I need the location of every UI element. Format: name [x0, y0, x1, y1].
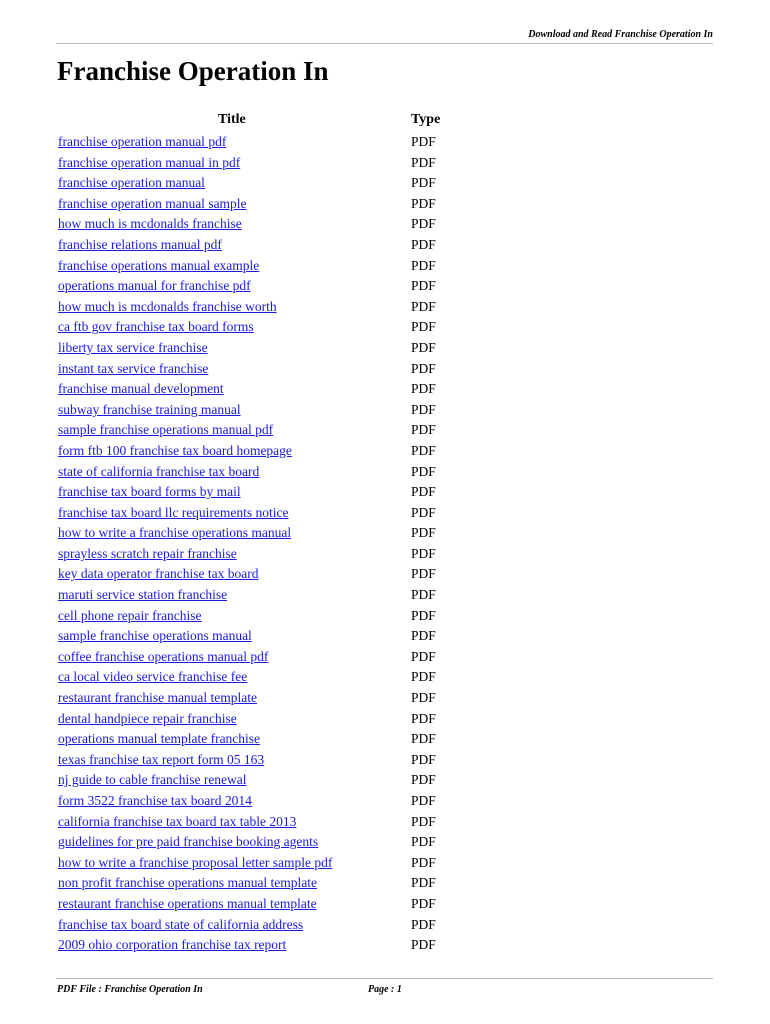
document-title-link[interactable]: franchise operation manual pdf: [58, 134, 227, 149]
document-title-link[interactable]: operations manual template franchise: [58, 731, 261, 747]
table-row: [58, 710, 478, 731]
document-title-link[interactable]: nj guide to cable franchise renewal: [58, 772, 247, 788]
document-title-link[interactable]: franchise operations manual example: [58, 257, 260, 273]
table-row: [58, 607, 478, 628]
document-title-link[interactable]: how to write a franchise proposal letter sample pdf: [58, 854, 333, 870]
table-row: [58, 936, 478, 957]
table-row: [58, 668, 478, 689]
document-type-label: PDF: [411, 360, 436, 376]
document-type-label: PDF: [411, 813, 436, 829]
table-row: [58, 874, 478, 895]
page-title: Franchise Operation In: [57, 56, 329, 86]
document-type-label: PDF: [411, 545, 436, 561]
document-type-label: PDF: [411, 875, 436, 891]
document-title-link[interactable]: how much is mcdonalds franchise worth: [58, 298, 277, 314]
table-row: [58, 813, 478, 834]
table-row: [58, 339, 478, 360]
table-row: [58, 318, 478, 339]
document-type-label: PDF: [411, 175, 436, 191]
document-type-label: PDF: [411, 463, 436, 479]
table-row: [58, 916, 478, 937]
running-header: Download and Read Franchise Operation In: [528, 29, 713, 40]
document-type-label: PDF: [411, 278, 436, 294]
document-type-label: PDF: [411, 587, 436, 603]
document-title-link[interactable]: instant tax service franchise: [58, 360, 209, 376]
column-header-title: Title: [218, 112, 246, 127]
document-title-link[interactable]: franchise operation manual: [58, 175, 205, 191]
document-type-label: PDF: [411, 834, 436, 850]
document-title-link[interactable]: state of california franchise tax board: [58, 463, 260, 479]
table-row: [58, 236, 478, 257]
table-row: [58, 463, 478, 484]
table-row: [58, 483, 478, 504]
table-row: [58, 751, 478, 772]
document-title-link[interactable]: franchise operation manual in pdf: [58, 154, 241, 170]
table-row: [58, 545, 478, 566]
table-row: [58, 895, 478, 916]
table-row: [58, 401, 478, 422]
document-title-link[interactable]: ca local video service franchise fee: [58, 669, 248, 685]
table-row: [58, 215, 478, 236]
table-row: [58, 380, 478, 401]
footer-page-number: Page : 1: [368, 984, 402, 995]
table-row: [58, 442, 478, 463]
table-row: [58, 648, 478, 669]
document-title-link[interactable]: form 3522 franchise tax board 2014: [58, 793, 252, 808]
document-title-link[interactable]: california franchise tax board tax table 2013: [58, 813, 297, 829]
document-title-link[interactable]: ca ftb gov franchise tax board forms: [58, 319, 254, 335]
document-title-link[interactable]: restaurant franchise manual template: [58, 690, 258, 706]
document-type-label: PDF: [411, 339, 436, 355]
document-type-label: PDF: [411, 895, 436, 911]
document-type-label: PDF: [411, 607, 436, 623]
document-title-link[interactable]: liberty tax service franchise: [58, 339, 208, 355]
document-type-label: PDF: [411, 793, 436, 808]
document-type-label: PDF: [411, 504, 436, 520]
document-type-label: PDF: [411, 381, 436, 397]
document-type-label: PDF: [411, 710, 436, 726]
document-type-label: PDF: [411, 772, 436, 788]
document-type-label: PDF: [411, 134, 436, 149]
header-divider: [56, 43, 713, 44]
document-title-link[interactable]: sample franchise operations manual: [58, 628, 252, 644]
document-type-label: PDF: [411, 854, 436, 870]
document-title-link[interactable]: cell phone repair franchise: [58, 607, 202, 623]
table-row: [58, 174, 478, 195]
table-row: [58, 771, 478, 792]
document-title-link[interactable]: franchise manual development: [58, 381, 224, 397]
document-title-link[interactable]: franchise relations manual pdf: [58, 236, 222, 252]
document-type-label: PDF: [411, 751, 436, 767]
document-title-link[interactable]: coffee franchise operations manual pdf: [58, 648, 269, 664]
document-title-link[interactable]: dental handpiece repair franchise: [58, 710, 237, 726]
document-type-label: PDF: [411, 442, 436, 458]
document-type-label: PDF: [411, 937, 436, 953]
document-title-link[interactable]: sample franchise operations manual pdf: [58, 422, 274, 438]
document-list: [58, 133, 478, 957]
table-row: [58, 854, 478, 875]
document-title-link[interactable]: subway franchise training manual: [58, 401, 241, 417]
table-row: [58, 277, 478, 298]
document-type-label: PDF: [411, 690, 436, 706]
document-type-label: PDF: [411, 525, 436, 541]
table-row: [58, 524, 478, 545]
document-type-label: PDF: [411, 236, 436, 252]
document-type-label: PDF: [411, 154, 436, 170]
document-title-link[interactable]: how much is mcdonalds franchise: [58, 216, 242, 232]
table-row: [58, 154, 478, 175]
table-row: [58, 504, 478, 525]
table-row: [58, 298, 478, 319]
table-row: [58, 627, 478, 648]
document-title-link[interactable]: maruti service station franchise: [58, 587, 228, 603]
document-type-label: PDF: [411, 422, 436, 438]
document-title-link[interactable]: franchise tax board state of california address: [58, 916, 304, 932]
document-type-label: PDF: [411, 195, 436, 211]
document-title-link[interactable]: how to write a franchise operations manual: [58, 525, 292, 541]
table-row: [58, 833, 478, 854]
table-row: [58, 792, 478, 813]
document-type-label: PDF: [411, 216, 436, 232]
document-type-label: PDF: [411, 401, 436, 417]
footer-divider: [56, 978, 713, 979]
table-row: [58, 730, 478, 751]
column-header-type: Type: [411, 112, 441, 127]
document-title-link[interactable]: franchise tax board llc requirements notice: [58, 504, 289, 520]
document-type-label: PDF: [411, 648, 436, 664]
table-row: [58, 360, 478, 381]
document-title-link[interactable]: guidelines for pre paid franchise booking agents: [58, 834, 319, 850]
document-type-label: PDF: [411, 731, 436, 747]
document-title-link[interactable]: non profit franchise operations manual template: [58, 875, 318, 891]
table-row: [58, 689, 478, 710]
table-row: [58, 565, 478, 586]
document-title-link[interactable]: franchise tax board forms by mail: [58, 484, 241, 500]
document-type-label: PDF: [411, 319, 436, 335]
document-title-link[interactable]: restaurant franchise operations manual template: [58, 895, 317, 911]
document-title-link[interactable]: operations manual for franchise pdf: [58, 278, 251, 294]
document-type-label: PDF: [411, 484, 436, 500]
table-row: [58, 257, 478, 278]
table-row: [58, 421, 478, 442]
document-title-link[interactable]: sprayless scratch repair franchise: [58, 545, 237, 561]
document-title-link[interactable]: 2009 ohio corporation franchise tax report: [58, 937, 287, 953]
document-title-link[interactable]: texas franchise tax report form 05 163: [58, 751, 265, 767]
document-type-label: PDF: [411, 628, 436, 644]
document-type-label: PDF: [411, 298, 436, 314]
table-row: [58, 195, 478, 216]
document-type-label: PDF: [411, 916, 436, 932]
table-row: [58, 586, 478, 607]
document-title-link[interactable]: franchise operation manual sample: [58, 195, 247, 211]
document-title-link[interactable]: form ftb 100 franchise tax board homepage: [58, 442, 292, 458]
footer-file-label: PDF File : Franchise Operation In: [57, 984, 203, 995]
document-type-label: PDF: [411, 669, 436, 685]
document-type-label: PDF: [411, 257, 436, 273]
document-title-link[interactable]: key data operator franchise tax board: [58, 566, 259, 582]
document-type-label: PDF: [411, 566, 436, 582]
table-row: [58, 133, 478, 154]
